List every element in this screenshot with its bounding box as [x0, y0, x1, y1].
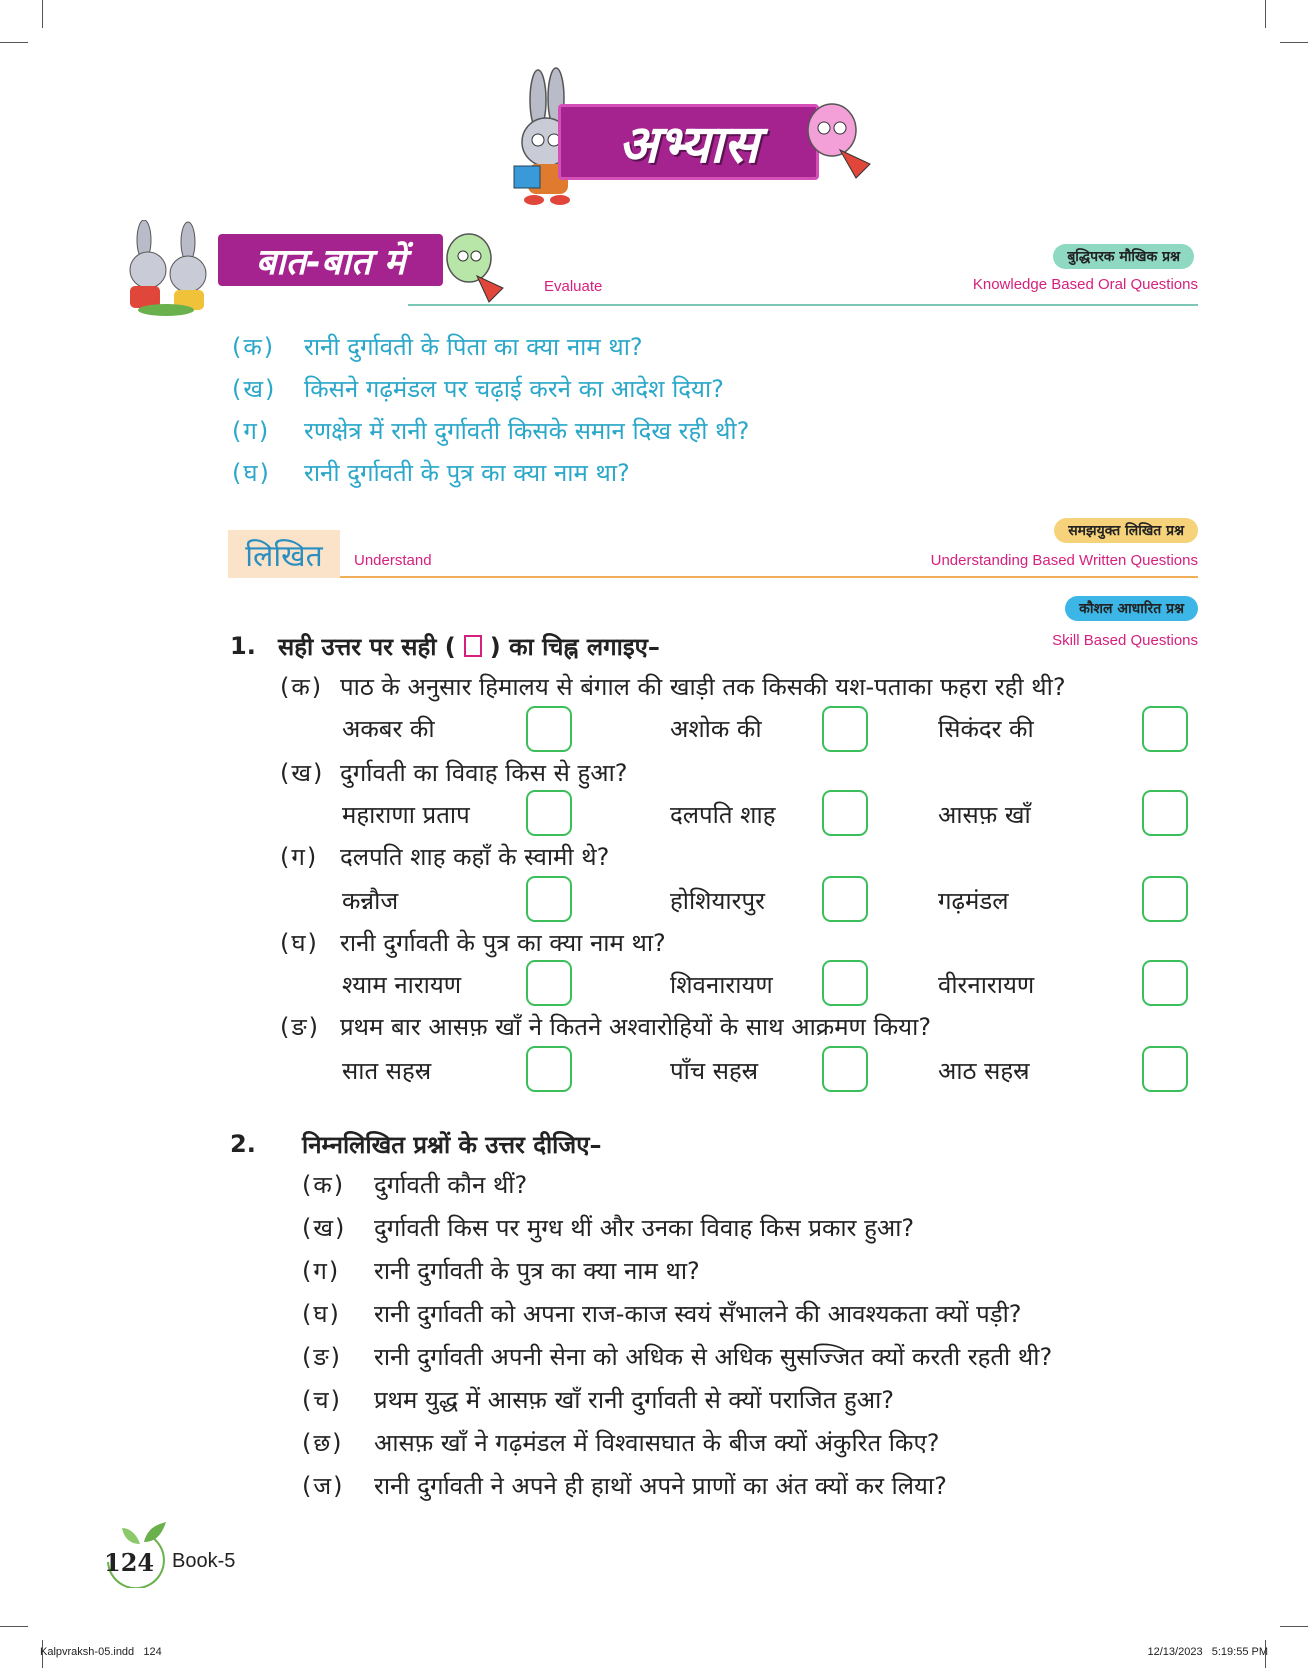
- oral-heading-box: [218, 234, 443, 286]
- written-heading: लिखित: [245, 538, 323, 574]
- option-label: होशियारपुर: [670, 887, 765, 915]
- item-text: पाठ के अनुसार हिमालय से बंगाल की खाड़ी तक किसकी यश-पताका फहरा रही थी?: [340, 673, 1066, 701]
- list-item: [232, 328, 643, 364]
- option-label: दलपति शाह: [670, 801, 776, 829]
- option-label: आठ सहस्र: [938, 1057, 1030, 1085]
- item-label: (ग): [302, 1257, 341, 1285]
- item-text: रानी दुर्गावती ने अपने ही हाथों अपने प्राणों का अंत क्यों कर लिया?: [374, 1472, 947, 1500]
- item-label: (ख): [302, 1214, 347, 1242]
- crop-mark: [1265, 0, 1266, 28]
- rabbits-talking-illustration: [108, 220, 228, 320]
- list-item: [302, 1168, 527, 1201]
- answer-checkbox[interactable]: [1142, 706, 1188, 752]
- list-item: [302, 1340, 1052, 1373]
- oral-heading: बात-बात में: [255, 241, 406, 283]
- list-item: [302, 1297, 1022, 1330]
- list-item: [302, 1383, 894, 1416]
- answer-checkbox[interactable]: [822, 1046, 868, 1092]
- option-label: अकबर की: [342, 715, 435, 743]
- page-title: अभ्यास: [618, 114, 759, 175]
- mcq-question: [280, 926, 666, 959]
- crop-mark: [0, 1626, 28, 1627]
- item-label: (क): [280, 673, 324, 701]
- book-label: Book-5: [172, 1550, 236, 1572]
- item-text: दुर्गावती किस पर मुग्ध थीं और उनका विवाह किस प्रकार हुआ?: [374, 1214, 915, 1242]
- item-text: प्रथम युद्ध में आसफ़ खाँ रानी दुर्गावती से क्यों पराजित हुआ?: [374, 1386, 895, 1414]
- answer-checkbox[interactable]: [526, 1046, 572, 1092]
- item-label: (ङ): [280, 1013, 321, 1041]
- crop-mark: [0, 42, 28, 43]
- option-label: पाँच सहस्र: [670, 1057, 759, 1085]
- q2-instruction: निम्नलिखित प्रश्नों के उत्तर दीजिए–: [302, 1130, 602, 1159]
- crop-mark: [1280, 1626, 1308, 1627]
- item-label: (घ): [232, 458, 271, 487]
- item-label: (च): [302, 1386, 342, 1414]
- list-item: [232, 454, 630, 490]
- pencil-mascot-icon: [800, 100, 880, 180]
- oral-section-line: [408, 304, 1198, 306]
- item-text: दुर्गावती कौन थीं?: [374, 1171, 528, 1199]
- answer-checkbox[interactable]: [1142, 876, 1188, 922]
- item-text: रानी दुर्गावती के पुत्र का क्या नाम था?: [340, 929, 666, 957]
- q1-heading: [230, 628, 660, 664]
- item-text: रानी दुर्गावती को अपना राज-काज स्वयं सँभालने की आवश्यकता क्यों पड़ी?: [374, 1300, 1022, 1328]
- item-text: दलपति शाह कहाँ के स्वामी थे?: [340, 843, 610, 871]
- option-label: सात सहस्र: [342, 1057, 432, 1085]
- item-text: रानी दुर्गावती के पिता का क्या नाम था?: [304, 332, 643, 361]
- answer-checkbox[interactable]: [526, 790, 572, 836]
- written-tag-english: Understanding Based Written Questions: [930, 552, 1198, 569]
- q1-number: 1.: [230, 632, 256, 660]
- oral-tag-badge: बुद्धिपरक मौखिक प्रश्न: [1053, 244, 1194, 269]
- item-label: (छ): [302, 1429, 344, 1457]
- crop-mark: [1280, 42, 1308, 43]
- written-heading-box: [228, 530, 340, 578]
- answer-checkbox[interactable]: [822, 876, 868, 922]
- item-label: (ख): [232, 374, 277, 403]
- item-text: रानी दुर्गावती अपनी सेना को अधिक से अधिक सुसज्जित क्यों करती रहती थी?: [374, 1343, 1053, 1371]
- answer-checkbox[interactable]: [822, 706, 868, 752]
- skill-tag-badge: कौशल आधारित प्रश्न: [1065, 596, 1198, 621]
- answer-checkbox[interactable]: [1142, 790, 1188, 836]
- item-label: (घ): [280, 929, 319, 957]
- item-label: (क): [232, 332, 276, 361]
- option-label: सिकंदर की: [938, 715, 1034, 743]
- item-label: (ङ): [302, 1343, 343, 1371]
- crop-mark: [42, 0, 43, 28]
- list-item: [232, 412, 749, 448]
- list-item: [302, 1211, 914, 1244]
- list-item: [302, 1469, 947, 1502]
- q2-heading: [230, 1126, 601, 1162]
- list-item: [302, 1426, 939, 1459]
- option-label: महाराणा प्रताप: [342, 801, 470, 829]
- q1-instruction-start: सही उत्तर पर सही (: [278, 632, 456, 661]
- item-label: (ख): [280, 759, 325, 787]
- mcq-question: [280, 840, 609, 873]
- item-text: रणक्षेत्र में रानी दुर्गावती किसके समान दिख रही थी?: [304, 416, 750, 445]
- item-text: रानी दुर्गावती के पुत्र का क्या नाम था?: [374, 1257, 700, 1285]
- item-label: (ग): [232, 416, 271, 445]
- written-section-line: [340, 576, 1198, 578]
- item-label: (ज): [302, 1472, 345, 1500]
- mcq-question: [280, 756, 627, 789]
- page-number: 124: [104, 1548, 155, 1577]
- footer-timestamp: 12/13/2023 5:19:55 PM: [1147, 1646, 1268, 1658]
- option-label: गढ़मंडल: [938, 887, 1009, 915]
- skill-tag-english: Skill Based Questions: [1052, 632, 1198, 649]
- footer-file-name: Kalpvraksh-05.indd 124: [40, 1646, 162, 1658]
- q2-number: 2.: [230, 1130, 256, 1158]
- item-text: प्रथम बार आसफ़ खाँ ने कितने अश्वारोहियों के साथ आक्रमण किया?: [340, 1013, 932, 1041]
- tick-box-icon: [464, 635, 482, 657]
- pencil-mascot-icon: [443, 228, 513, 308]
- page-number-badge: [100, 1518, 260, 1588]
- answer-checkbox[interactable]: [822, 960, 868, 1006]
- oral-section-header: [108, 220, 1198, 320]
- option-label: अशोक की: [670, 715, 762, 743]
- mcq-question: [280, 670, 1066, 703]
- mcq-question: [280, 1010, 931, 1043]
- answer-checkbox[interactable]: [822, 790, 868, 836]
- title-banner: [480, 60, 880, 210]
- item-text: आसफ़ खाँ ने गढ़मंडल में विश्वासघात के बीज क्यों अंकुरित किए?: [374, 1429, 940, 1457]
- item-label: (ग): [280, 843, 319, 871]
- q1-instruction-end: ) का चिह्न लगाइए–: [489, 632, 660, 661]
- oral-tag-english: Knowledge Based Oral Questions: [972, 276, 1198, 293]
- item-label: (क): [302, 1171, 346, 1199]
- item-text: दुर्गावती का विवाह किस से हुआ?: [340, 759, 628, 787]
- item-text: रानी दुर्गावती के पुत्र का क्या नाम था?: [304, 458, 630, 487]
- written-skill-label: Understand: [354, 552, 432, 569]
- answer-checkbox[interactable]: [1142, 1046, 1188, 1092]
- title-box: [558, 104, 819, 180]
- item-label: (घ): [302, 1300, 341, 1328]
- option-label: आसफ़ खाँ: [938, 801, 1031, 829]
- option-label: कन्नौज: [342, 887, 399, 915]
- answer-checkbox[interactable]: [1142, 960, 1188, 1006]
- written-tag-badge: समझयुक्त लिखित प्रश्न: [1054, 518, 1198, 543]
- option-label: वीरनारायण: [938, 971, 1035, 999]
- option-label: शिवनारायण: [670, 971, 773, 999]
- list-item: [302, 1254, 700, 1287]
- answer-checkbox[interactable]: [526, 706, 572, 752]
- option-label: श्याम नारायण: [342, 971, 462, 999]
- list-item: [232, 370, 724, 406]
- item-text: किसने गढ़मंडल पर चढ़ाई करने का आदेश दिया?: [304, 374, 724, 403]
- answer-checkbox[interactable]: [526, 960, 572, 1006]
- oral-skill-label: Evaluate: [544, 278, 603, 295]
- answer-checkbox[interactable]: [526, 876, 572, 922]
